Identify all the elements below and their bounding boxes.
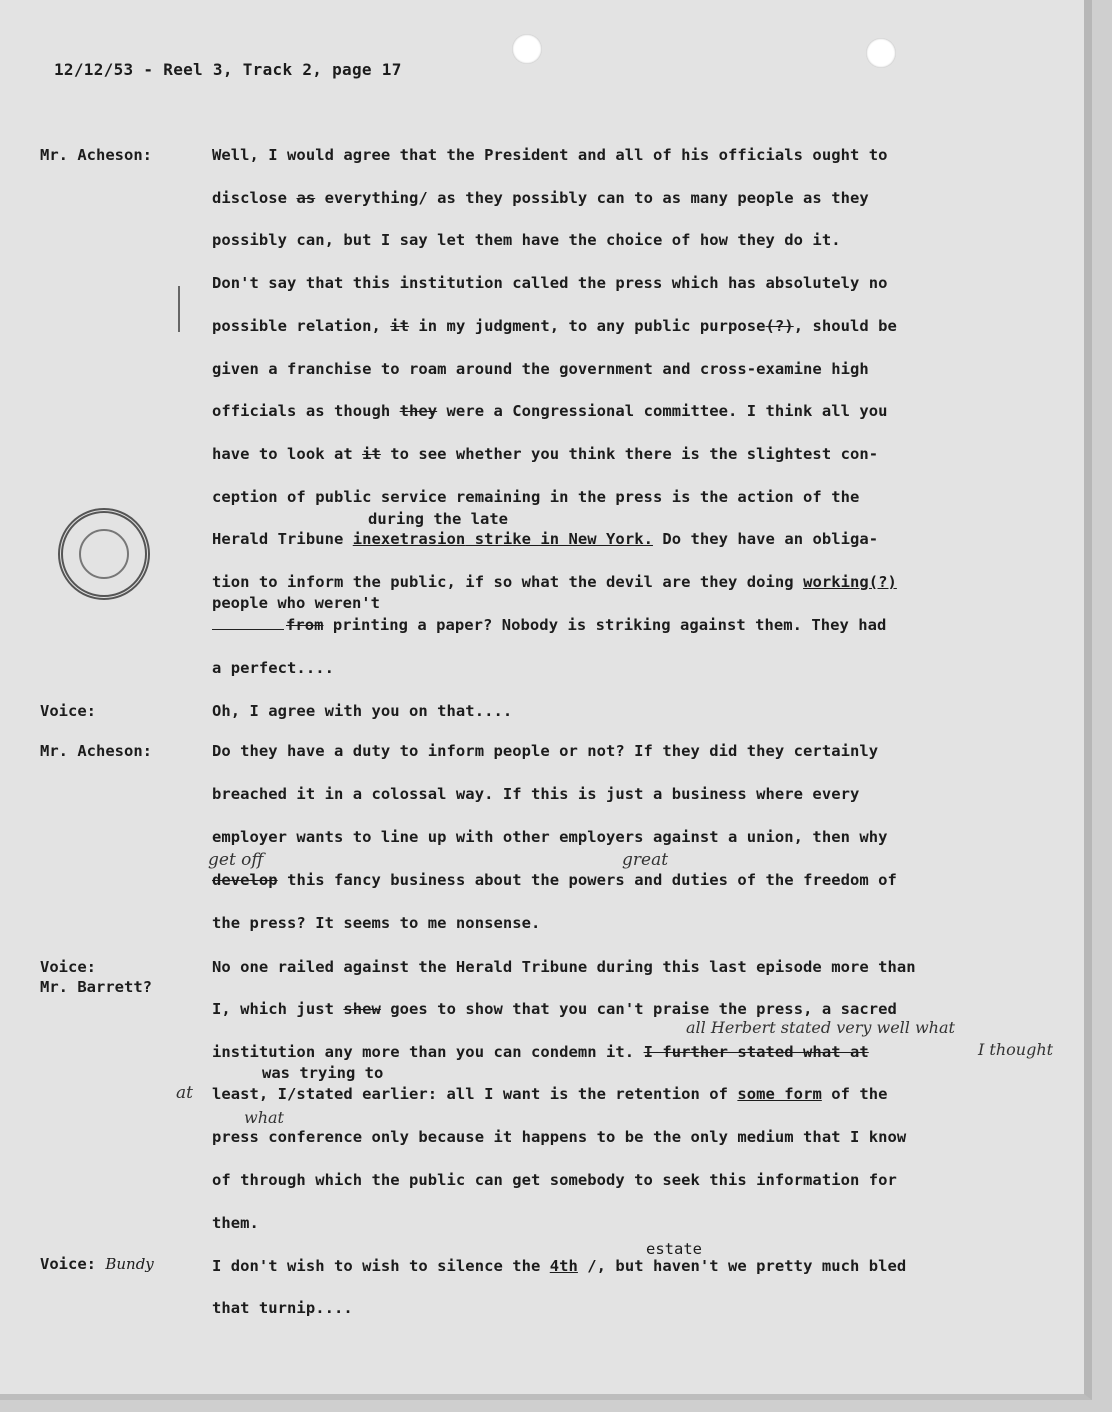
text-line: have to look at it to see whether you think there is the slightest con-: [212, 445, 879, 463]
speaker-label: Mr. Acheson:: [40, 742, 152, 760]
typed-insertion: during the late: [368, 510, 508, 528]
handwritten-annotation: I thought: [978, 1040, 1054, 1059]
speaker-label: Voice:: [40, 958, 96, 976]
handwritten-annotation: what: [244, 1108, 284, 1127]
text-line: I, which just shew goes to show that you can't praise the press, a sacred: [212, 1000, 897, 1018]
text-line: institution any more than you can condemn it. I further stated what at: [212, 1043, 869, 1061]
typed-insertion: was trying to: [262, 1064, 384, 1082]
text-line: disclose as everything/ as they possibly can to as many people as they: [212, 189, 869, 207]
text-line: Herald Tribune inexetrasion strike in New York. Do they have an obliga-: [212, 530, 879, 548]
punch-hole: [512, 34, 542, 64]
handwritten-annotation: at: [176, 1083, 193, 1103]
text-line: possibly can, but I say let them have the choice of how they do it.: [212, 231, 841, 249]
text-line: Do they have a duty to inform people or not? If they did they certainly: [212, 742, 879, 760]
text-line: a perfect....: [212, 659, 334, 677]
handwritten-annotation: get off: [208, 850, 264, 870]
handwritten-annotation: great: [622, 850, 669, 870]
text-line: I don't wish to wish to silence the 4th /, but haven't we pretty much bled: [212, 1257, 907, 1275]
text-line: least, I/stated earlier: all I want is the retention of some form of the: [212, 1085, 888, 1103]
text-line: that turnip....: [212, 1299, 353, 1317]
speaker-label: Mr. Barrett?: [40, 978, 152, 996]
library-stamp: [58, 508, 150, 600]
speaker-label: Voice: Bundy: [40, 1255, 154, 1273]
text-line: Oh, I agree with you on that....: [212, 702, 513, 720]
handwritten-annotation: all Herbert stated very well what: [686, 1018, 955, 1037]
text-line: breached it in a colossal way. If this is just a business where every: [212, 785, 860, 803]
text-line: them.: [212, 1214, 259, 1232]
speaker-label: Mr. Acheson:: [40, 146, 152, 164]
margin-mark: [178, 286, 180, 332]
text-line: of through which the public can get somebody to seek this information for: [212, 1171, 897, 1189]
text-line: from printing a paper? Nobody is striking against them. They had: [212, 616, 886, 634]
speaker-label: Voice:: [40, 702, 96, 720]
text-line: Well, I would agree that the President and all of his officials ought to: [212, 146, 888, 164]
text-line: ception of public service remaining in the press is the action of the: [212, 488, 860, 506]
text-line: possible relation, it in my judgment, to any public purpose(?), should be: [212, 317, 897, 335]
text-line: employer wants to line up with other employers against a union, then why: [212, 828, 888, 846]
typed-insertion: people who weren't: [212, 594, 380, 612]
punch-hole: [866, 38, 896, 68]
text-line: Don't say that this institution called the press which has absolutely no: [212, 274, 888, 292]
text-line: given a franchise to roam around the government and cross-examine high: [212, 360, 869, 378]
typed-insertion: estate: [646, 1240, 702, 1258]
text-line: develop this fancy business about the powers and duties of the freedom of: [212, 871, 897, 889]
text-line: press conference only because it happens to be the only medium that I know: [212, 1128, 907, 1146]
page-header: 12/12/53 - Reel 3, Track 2, page 17: [54, 60, 402, 79]
text-line: tion to inform the public, if so what the devil are they doing working(?): [212, 573, 897, 591]
text-line: officials as though they were a Congressional committee. I think all you: [212, 402, 888, 420]
text-line: No one railed against the Herald Tribune during this last episode more than: [212, 958, 916, 976]
text-line: the press? It seems to me nonsense.: [212, 914, 541, 932]
